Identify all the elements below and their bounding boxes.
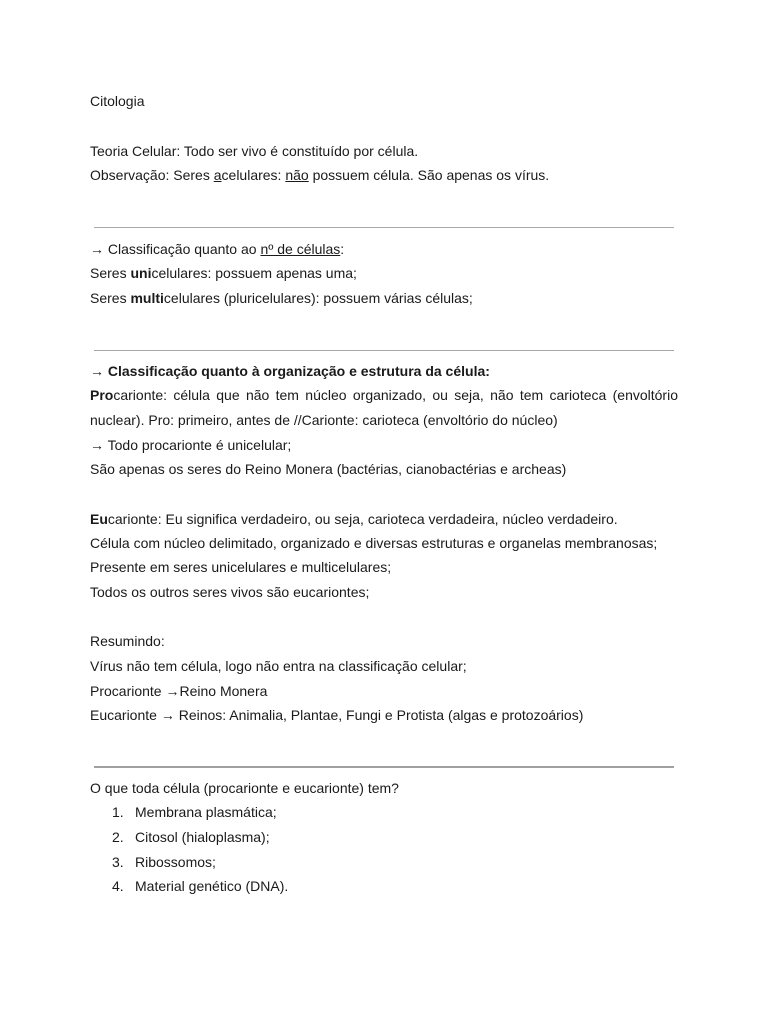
procarionte-line-1: carionte: célula que não tem núcleo organizado, ou seja, não tem carioteca (envoltório [113, 387, 678, 403]
observacao-text-c: possuem célula. São apenas os vírus. [308, 167, 550, 183]
list-item [112, 803, 277, 821]
procarionte-line-2: nuclear). Pro: primeiro, antes de //Carionte: carioteca (envoltório do núcleo) [90, 411, 558, 428]
multicelulares-line [90, 289, 473, 307]
list-number: 3. [112, 854, 124, 870]
todos-outros-line: Todos os outros seres vivos são eucariontes; [90, 584, 370, 600]
question-line: O que toda célula (procarionte e eucarionte) tem? [90, 780, 399, 796]
list-number: 1. [112, 804, 124, 820]
reino-monera-line: São apenas os seres do Reino Monera (bactérias, cianobactérias e archeas) [90, 461, 567, 477]
list-number: 4. [112, 878, 124, 894]
eucarionte-line [90, 510, 618, 528]
uni-prefix: Seres [90, 265, 131, 281]
procarionte-paragraph [90, 383, 678, 432]
eu-bold: Eu [90, 511, 108, 527]
list-text: Membrana plasmática; [135, 804, 277, 820]
list-text: Citosol (hialoplasma); [135, 829, 270, 845]
observacao-line [90, 166, 549, 184]
list-text: Ribossomos; [135, 854, 216, 870]
eucarionte-summary-line: Eucarionte → Reinos: Animalia, Plantae, Fungi e Protista (algas e protozoários) [90, 707, 584, 723]
todo-procarionte-line: → Todo procarionte é unicelular; [90, 437, 292, 453]
observacao-underlined-a: a [213, 167, 222, 183]
virus-line: Vírus não tem célula, logo não entra na classificação celular; [90, 658, 467, 674]
procarionte-summary-line: Procarionte →Reino Monera [90, 683, 268, 699]
list-number: 2. [112, 829, 124, 845]
section-divider-2 [94, 350, 674, 351]
heading-text: → Classificação quanto ao [90, 241, 261, 257]
pro-bold: Pro [90, 387, 114, 403]
classificacao-organizacao-heading: → Classificação quanto à organização e estrutura da célula: [90, 363, 490, 379]
multi-rest: celulares (pluricelulares): possuem várias células; [163, 290, 473, 306]
eucarionte-text: carionte: Eu significa verdadeiro, ou seja, carioteca verdadeira, núcleo verdadeiro. [107, 511, 618, 527]
observacao-text-a: Observação: Seres [90, 167, 214, 183]
section-divider-1 [94, 227, 674, 228]
doc-title: Citologia [90, 93, 145, 109]
uni-rest: celulares: possuem apenas uma; [151, 265, 357, 281]
list-item [112, 828, 270, 846]
section-divider-3 [94, 766, 674, 768]
classificacao-celulas-heading [90, 240, 344, 258]
list-item [112, 853, 216, 871]
unicelulares-line [90, 264, 357, 282]
multi-bold: multi [130, 290, 164, 306]
celula-nucleo-line: Célula com núcleo delimitado, organizado e diversas estruturas e organelas membranosas; [90, 535, 658, 551]
uni-bold: uni [130, 265, 152, 281]
list-text: Material genético (DNA). [135, 878, 289, 894]
observacao-text-b: celulares: [221, 167, 286, 183]
presente-line: Presente em seres unicelulares e multicelulares; [90, 559, 392, 575]
list-item [112, 877, 288, 895]
multi-prefix: Seres [90, 290, 131, 306]
heading-colon: : [340, 241, 345, 257]
resumindo-label: Resumindo: [90, 633, 165, 649]
teoria-celular-line: Teoria Celular: Todo ser vivo é constituído por célula. [90, 143, 419, 159]
observacao-underlined-nao: não [285, 167, 309, 183]
heading-underlined: nº de células [260, 241, 341, 257]
